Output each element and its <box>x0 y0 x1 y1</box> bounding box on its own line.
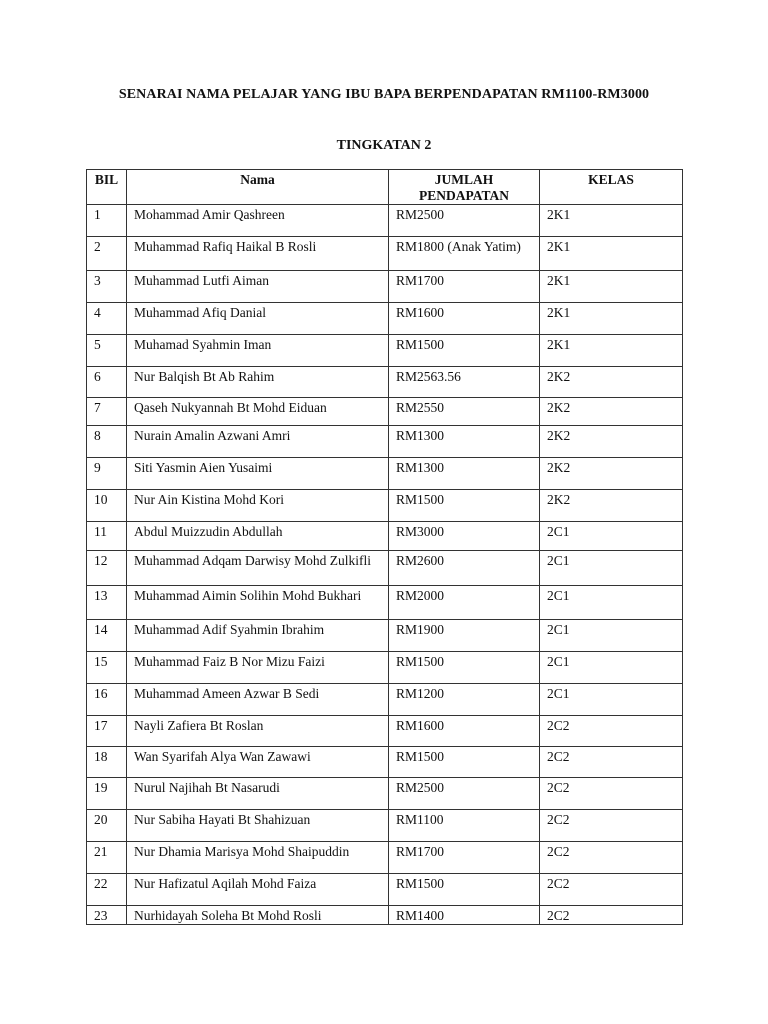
cell-nama: Nurul Najihah Bt Nasarudi <box>127 778 389 810</box>
cell-nama: Nur Dhamia Marisya Mohd Shaipuddin <box>127 842 389 874</box>
cell-bil: 5 <box>87 335 127 367</box>
table-header-row <box>87 170 683 205</box>
cell-nama: Nurhidayah Soleha Bt Mohd Rosli <box>127 906 389 925</box>
cell-kelas: 2K1 <box>540 335 683 367</box>
cell-bil: 19 <box>87 778 127 810</box>
cell-jumlah: RM2563.56 <box>389 367 540 398</box>
cell-nama: Wan Syarifah Alya Wan Zawawi <box>127 747 389 778</box>
cell-bil: 13 <box>87 586 127 620</box>
cell-kelas: 2C2 <box>540 747 683 778</box>
table-row <box>87 237 683 271</box>
cell-nama: Muhammad Adqam Darwisy Mohd Zulkifli <box>127 551 389 586</box>
cell-nama: Muhammad Rafiq Haikal B Rosli <box>127 237 389 271</box>
table-row <box>87 551 683 586</box>
cell-bil: 21 <box>87 842 127 874</box>
cell-kelas: 2C2 <box>540 716 683 747</box>
cell-kelas: 2C2 <box>540 778 683 810</box>
table-row <box>87 810 683 842</box>
cell-jumlah: RM1500 <box>389 652 540 684</box>
cell-nama: Muhamad Syahmin Iman <box>127 335 389 367</box>
table-row <box>87 586 683 620</box>
cell-jumlah: RM2550 <box>389 398 540 426</box>
cell-nama: Siti Yasmin Aien Yusaimi <box>127 458 389 490</box>
cell-kelas: 2C1 <box>540 586 683 620</box>
table-row <box>87 522 683 551</box>
cell-kelas: 2C1 <box>540 551 683 586</box>
cell-bil: 12 <box>87 551 127 586</box>
cell-bil: 9 <box>87 458 127 490</box>
cell-kelas: 2K2 <box>540 367 683 398</box>
cell-nama: Nur Hafizatul Aqilah Mohd Faiza <box>127 874 389 906</box>
table-row <box>87 620 683 652</box>
document-title: SENARAI NAMA PELAJAR YANG IBU BAPA BERPENDAPATAN RM1100-RM3000 <box>118 87 650 102</box>
table-row <box>87 747 683 778</box>
cell-jumlah: RM3000 <box>389 522 540 551</box>
cell-nama: Nayli Zafiera Bt Roslan <box>127 716 389 747</box>
cell-nama: Nurain Amalin Azwani Amri <box>127 426 389 458</box>
cell-nama: Muhammad Aimin Solihin Mohd Bukhari <box>127 586 389 620</box>
cell-nama: Muhammad Ameen Azwar B Sedi <box>127 684 389 716</box>
table-row <box>87 874 683 906</box>
cell-jumlah: RM1400 <box>389 906 540 925</box>
cell-bil: 1 <box>87 205 127 237</box>
table-row <box>87 335 683 367</box>
cell-kelas: 2C2 <box>540 906 683 925</box>
cell-nama: Mohammad Amir Qashreen <box>127 205 389 237</box>
cell-jumlah: RM1500 <box>389 747 540 778</box>
table-row <box>87 205 683 237</box>
table-row <box>87 842 683 874</box>
cell-jumlah: RM1900 <box>389 620 540 652</box>
cell-jumlah: RM1600 <box>389 716 540 747</box>
cell-jumlah: RM1200 <box>389 684 540 716</box>
cell-bil: 14 <box>87 620 127 652</box>
cell-nama: Muhammad Adif Syahmin Ibrahim <box>127 620 389 652</box>
student-income-table <box>86 169 683 925</box>
table-row <box>87 426 683 458</box>
header-nama: Nama <box>127 170 389 205</box>
cell-bil: 20 <box>87 810 127 842</box>
cell-bil: 17 <box>87 716 127 747</box>
cell-jumlah: RM1100 <box>389 810 540 842</box>
cell-bil: 10 <box>87 490 127 522</box>
cell-nama: Muhammad Faiz B Nor Mizu Faizi <box>127 652 389 684</box>
cell-kelas: 2K1 <box>540 237 683 271</box>
cell-bil: 6 <box>87 367 127 398</box>
cell-bil: 3 <box>87 271 127 303</box>
cell-kelas: 2K2 <box>540 458 683 490</box>
cell-kelas: 2K1 <box>540 303 683 335</box>
cell-jumlah: RM1300 <box>389 426 540 458</box>
header-bil: BIL <box>87 170 127 205</box>
cell-bil: 8 <box>87 426 127 458</box>
cell-jumlah: RM1300 <box>389 458 540 490</box>
cell-kelas: 2C2 <box>540 874 683 906</box>
cell-jumlah: RM2500 <box>389 205 540 237</box>
table-row <box>87 303 683 335</box>
cell-bil: 2 <box>87 237 127 271</box>
cell-kelas: 2K2 <box>540 426 683 458</box>
cell-jumlah: RM1700 <box>389 842 540 874</box>
table-row <box>87 458 683 490</box>
cell-nama: Nur Balqish Bt Ab Rahim <box>127 367 389 398</box>
cell-jumlah: RM1500 <box>389 874 540 906</box>
cell-kelas: 2C2 <box>540 842 683 874</box>
table-row <box>87 367 683 398</box>
cell-nama: Abdul Muizzudin Abdullah <box>127 522 389 551</box>
cell-nama: Nur Ain Kistina Mohd Kori <box>127 490 389 522</box>
cell-kelas: 2C2 <box>540 810 683 842</box>
header-jumlah-pendapatan: JUMLAH PENDAPATAN <box>389 170 540 205</box>
document-subtitle: TINGKATAN 2 <box>336 138 432 153</box>
cell-jumlah: RM1500 <box>389 335 540 367</box>
cell-nama: Muhammad Lutfi Aiman <box>127 271 389 303</box>
cell-kelas: 2C1 <box>540 684 683 716</box>
cell-nama: Nur Sabiha Hayati Bt Shahizuan <box>127 810 389 842</box>
cell-bil: 22 <box>87 874 127 906</box>
cell-jumlah: RM2600 <box>389 551 540 586</box>
cell-bil: 4 <box>87 303 127 335</box>
cell-jumlah: RM2000 <box>389 586 540 620</box>
cell-kelas: 2K1 <box>540 271 683 303</box>
cell-jumlah: RM1500 <box>389 490 540 522</box>
cell-bil: 18 <box>87 747 127 778</box>
cell-jumlah: RM1700 <box>389 271 540 303</box>
cell-nama: Muhammad Afiq Danial <box>127 303 389 335</box>
cell-kelas: 2K2 <box>540 490 683 522</box>
table-row <box>87 490 683 522</box>
table-body <box>87 205 683 925</box>
table-row <box>87 716 683 747</box>
table-row <box>87 684 683 716</box>
cell-kelas: 2C1 <box>540 522 683 551</box>
cell-bil: 11 <box>87 522 127 551</box>
table-row <box>87 652 683 684</box>
cell-nama: Qaseh Nukyannah Bt Mohd Eiduan <box>127 398 389 426</box>
table-row <box>87 398 683 426</box>
table-row <box>87 271 683 303</box>
cell-bil: 7 <box>87 398 127 426</box>
table-row <box>87 778 683 810</box>
cell-jumlah: RM1600 <box>389 303 540 335</box>
cell-bil: 16 <box>87 684 127 716</box>
table-row <box>87 906 683 925</box>
cell-bil: 23 <box>87 906 127 925</box>
cell-jumlah: RM2500 <box>389 778 540 810</box>
cell-kelas: 2K2 <box>540 398 683 426</box>
cell-bil: 15 <box>87 652 127 684</box>
cell-kelas: 2C1 <box>540 620 683 652</box>
cell-kelas: 2C1 <box>540 652 683 684</box>
header-kelas: KELAS <box>540 170 683 205</box>
cell-jumlah: RM1800 (Anak Yatim) <box>389 237 540 271</box>
cell-kelas: 2K1 <box>540 205 683 237</box>
